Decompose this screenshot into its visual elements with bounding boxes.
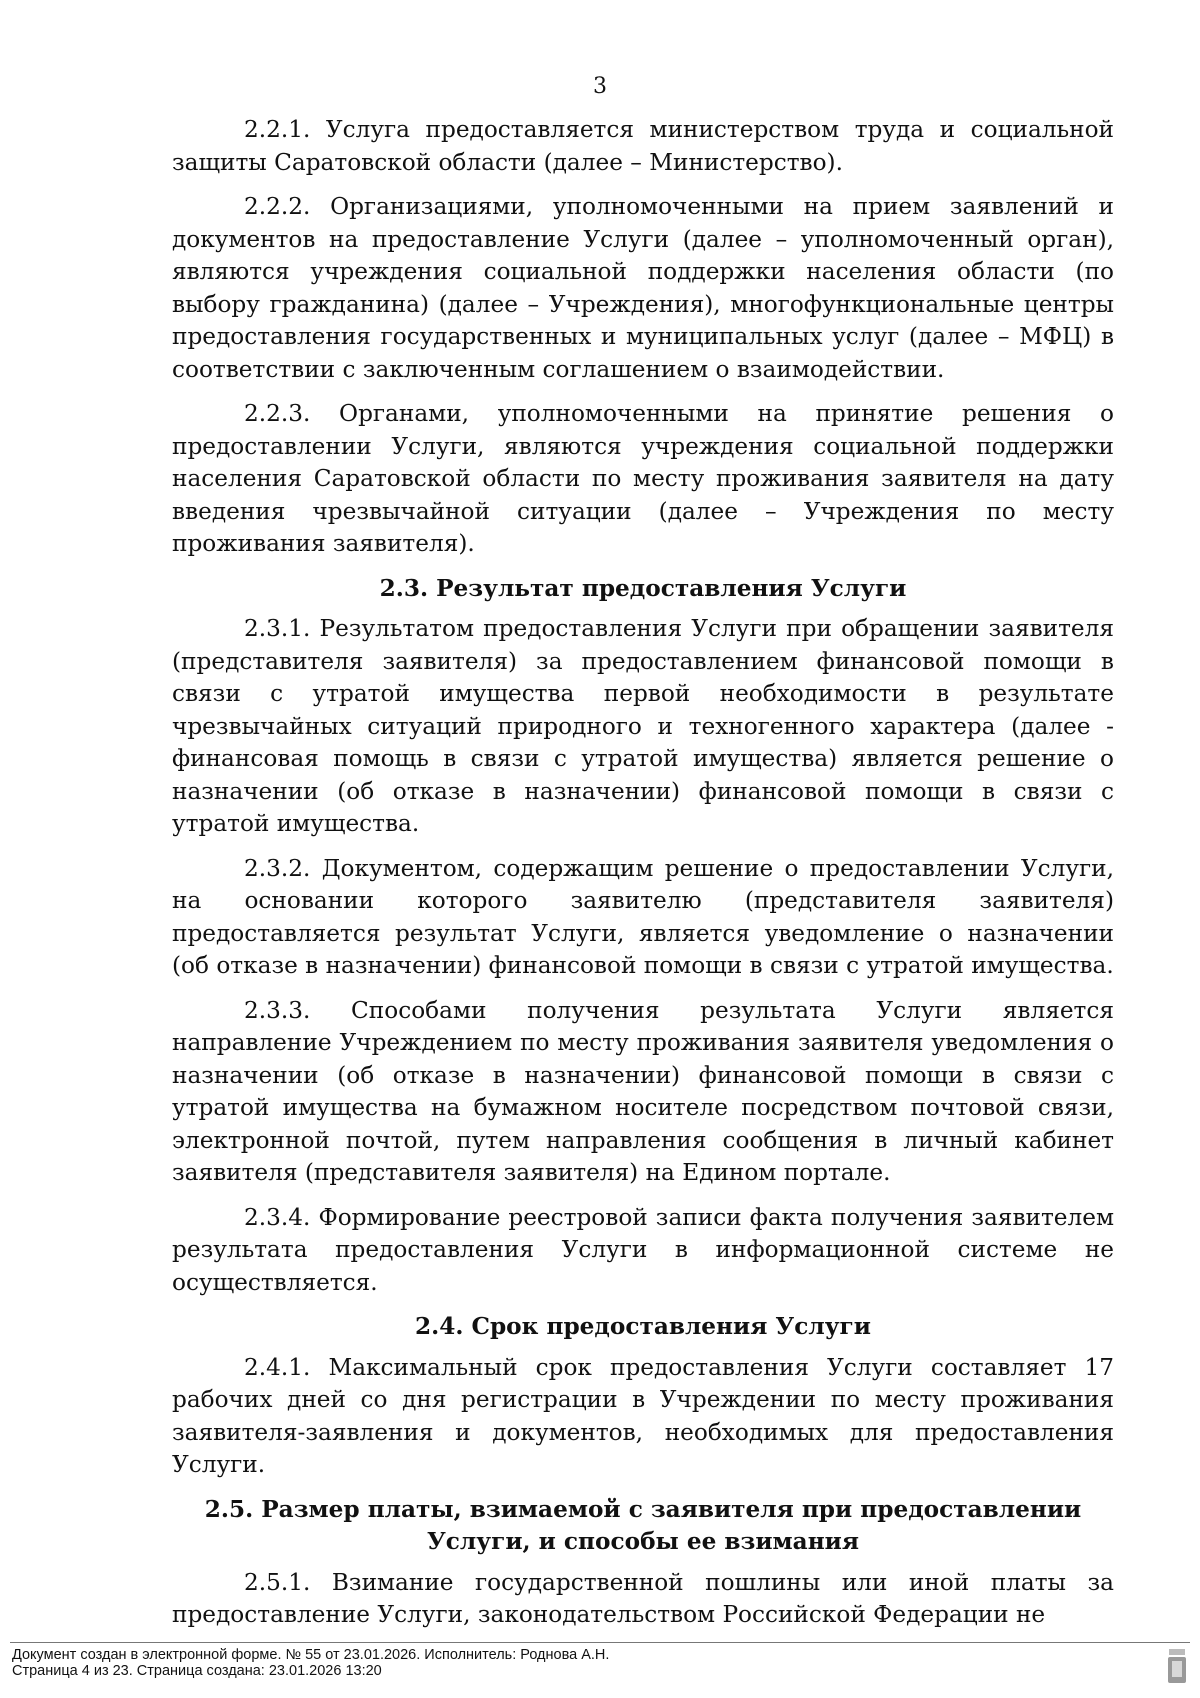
paragraph-2-2-2: 2.2.2. Организациями, уполномоченными на прием заявлений и документов на предоставление Услуги (далее – уполномоченный орган), являются учреждения социальной поддержки населения области (по выбору гражданина) (далее – Учреждения), многофункциональные центры предоставления государственных и муниципальных услуг (далее – МФЦ) в соответствии с заключенным соглашением о взаимодействии.	[172, 193, 1114, 383]
footer-line-page-info: Страница 4 из 23. Страница создана: 23.01.2026 13:20	[12, 1663, 382, 1679]
paragraph-2-4-1: 2.4.1. Максимальный срок предоставления Услуги составляет 17 рабочих дней со дня регистрации в Учреждении по месту проживания заявителя-заявления и документов, необходимых для предоставления Услуги.	[172, 1353, 1114, 1478]
document-footer	[12, 1647, 609, 1679]
page-number: 3	[593, 74, 607, 99]
paragraph-2-2-1: 2.2.1. Услуга предоставляется министерством труда и социальной защиты Саратовской области (далее – Министерство).	[172, 116, 1114, 176]
paragraph-2-3-4: 2.3.4. Формирование реестровой записи факта получения заявителем результата предоставления Услуги в информационной системе не осуществляется.	[172, 1203, 1114, 1296]
paragraph-2-3-1: 2.3.1. Результатом предоставления Услуги при обращении заявителя (представителя заявителя) за предоставлением финансовой помощи в связи с утратой имущества первой необходимости в результате чрезвычайных ситуаций природного и техногенного характера (далее - финансовая помощь в связи с утратой имущества) является решение о назначении (об отказе в назначении) финансовой помощи в связи с утратой имущества.	[172, 615, 1114, 837]
paragraph-2-3-3: 2.3.3. Способами получения результата Услуги является направление Учреждением по месту проживания заявителя уведомления о назначении (об отказе в назначении) финансовой помощи в связи с утратой имущества на бумажном носителе посредством почтовой связи, электронной почтой, путем направления сообщения в личный кабинет заявителя (представителя заявителя) на Едином портале.	[172, 996, 1114, 1186]
paragraph-2-5-1: 2.5.1. Взимание государственной пошлины или иной платы за предоставление Услуги, законодательством Российской Федерации не	[172, 1568, 1114, 1628]
heading-2-5: 2.5. Размер платы, взимаемой с заявителя при предоставлении Услуги, и способы ее взимания	[204, 1495, 1082, 1555]
coat-of-arms-icon	[1166, 1647, 1188, 1687]
heading-2-4: 2.4. Срок предоставления Услуги	[415, 1313, 871, 1340]
heading-2-3: 2.3. Результат предоставления Услуги	[379, 574, 907, 602]
paragraph-2-2-3: 2.2.3. Органами, уполномоченными на принятие решения о предоставлении Услуги, являются учреждения социальной поддержки населения Саратовской области по месту проживания заявителя на дату введения чрезвычайной ситуации (далее – Учреждения по месту проживания заявителя).	[172, 400, 1114, 557]
document-body	[172, 114, 1114, 1644]
paragraph-2-3-2: 2.3.2. Документом, содержащим решение о предоставлении Услуги, на основании которого заявителю (представителя заявителя) предоставляется результат Услуги, является уведомление о назначении (об отказе в назначении) финансовой помощи в связи с утратой имущества.	[172, 854, 1114, 979]
footer-line-document-info: Документ создан в электронной форме. № 55 от 23.01.2026. Исполнитель: Роднова А.Н.	[12, 1647, 610, 1663]
footer-divider	[10, 1642, 1190, 1643]
